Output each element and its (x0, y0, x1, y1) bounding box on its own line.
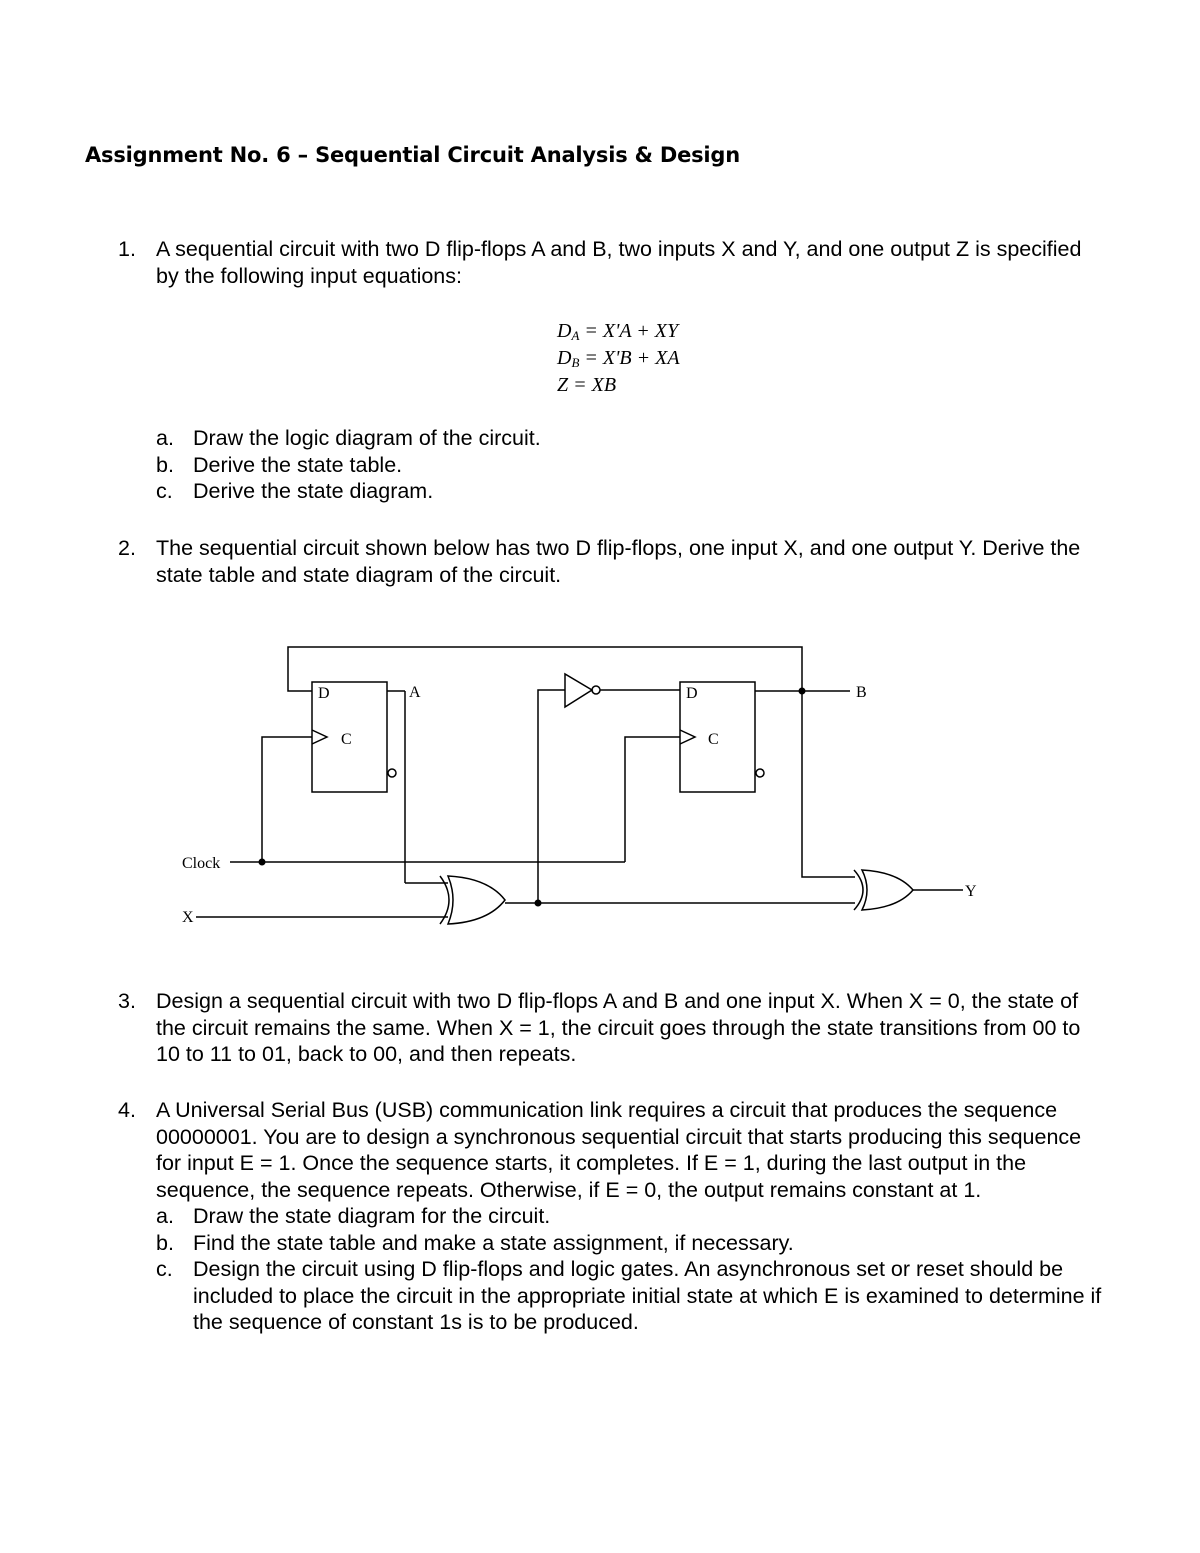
question-number: 3. (118, 989, 136, 1013)
question-1 (118, 236, 1108, 289)
part-c: c. Derive the state diagram. (156, 479, 434, 503)
clock-triangle-b (680, 730, 695, 744)
question-number: 2. (118, 536, 136, 560)
question-text: A Universal Serial Bus (USB) communication link requires a circuit that produces the sequence 00000001. You are to design a synchronous sequential circuit that starts producing this sequence for input E = 1. Once the sequence starts, it completes. If E = 1, during the last output in the sequence, the sequence repeats. Otherwise, if E = 0, the output remains constant at 1. (156, 1098, 1082, 1202)
circuit-diagram (150, 630, 980, 970)
ff-b-c-label: C (708, 731, 719, 748)
part-b: b. Find the state table and make a state assignment, if necessary. (156, 1230, 794, 1255)
complement-bubble-a (388, 769, 396, 777)
part-b: b. Derive the state table. (156, 452, 403, 477)
question-number: 4. (118, 1098, 136, 1122)
question-3 (118, 988, 1108, 1068)
xor-gate-2 (854, 870, 863, 910)
equation-da: $D_A = X'A$ + XY (557, 320, 679, 343)
clock-label: Clock (182, 855, 221, 872)
question-text: A sequential circuit with two D flip-flops A and B, two inputs X and Y, and one output Z is specified by the following input equations: (156, 237, 1082, 288)
ff-a-d-label: D (318, 685, 330, 702)
equation-z: Z = XB (557, 374, 617, 396)
question-text: The sequential circuit shown below has two D flip-flops, one input X, and one output Y. Derive the state table and state diagram of the circuit. (156, 536, 1081, 587)
output-b-label: B (856, 684, 867, 701)
part-a: a. Draw the logic diagram of the circuit. (156, 426, 541, 450)
output-a-label: A (409, 684, 421, 701)
input-x-label: X (182, 909, 194, 926)
ff-b-d-label: D (686, 685, 698, 702)
complement-bubble-b (756, 769, 764, 777)
question-2 (118, 535, 1108, 588)
part-a: a. Draw the state diagram for the circuit. (156, 1204, 551, 1228)
equation-db: $D_B = X'B$ + XA (557, 347, 680, 370)
input-equations (557, 318, 680, 399)
question-4 (118, 1097, 1108, 1336)
clock-triangle-a (312, 730, 327, 744)
ff-a-c-label: C (341, 731, 352, 748)
page-title: Assignment No. 6 – Sequential Circuit Analysis & Design (85, 143, 741, 167)
question-number: 1. (118, 237, 136, 261)
inverter (565, 674, 592, 707)
question-text: Design a sequential circuit with two D flip-flops A and B and one input X. When X = 0, the state of the circuit remains the same. When X = 1, the circuit goes through the state transitions from 00 to 10 to 11 to 01, back to 00, and then repeats. (156, 989, 1081, 1066)
part-c: c. Design the circuit using D flip-flops and logic gates. An asynchronous set or reset should be included to place the circuit in the appropriate initial state at which E is examined to determine if the sequence of constant 1s is to be produced. (156, 1257, 1102, 1334)
output-y-label: Y (965, 883, 977, 900)
question-1-parts (118, 425, 1108, 505)
